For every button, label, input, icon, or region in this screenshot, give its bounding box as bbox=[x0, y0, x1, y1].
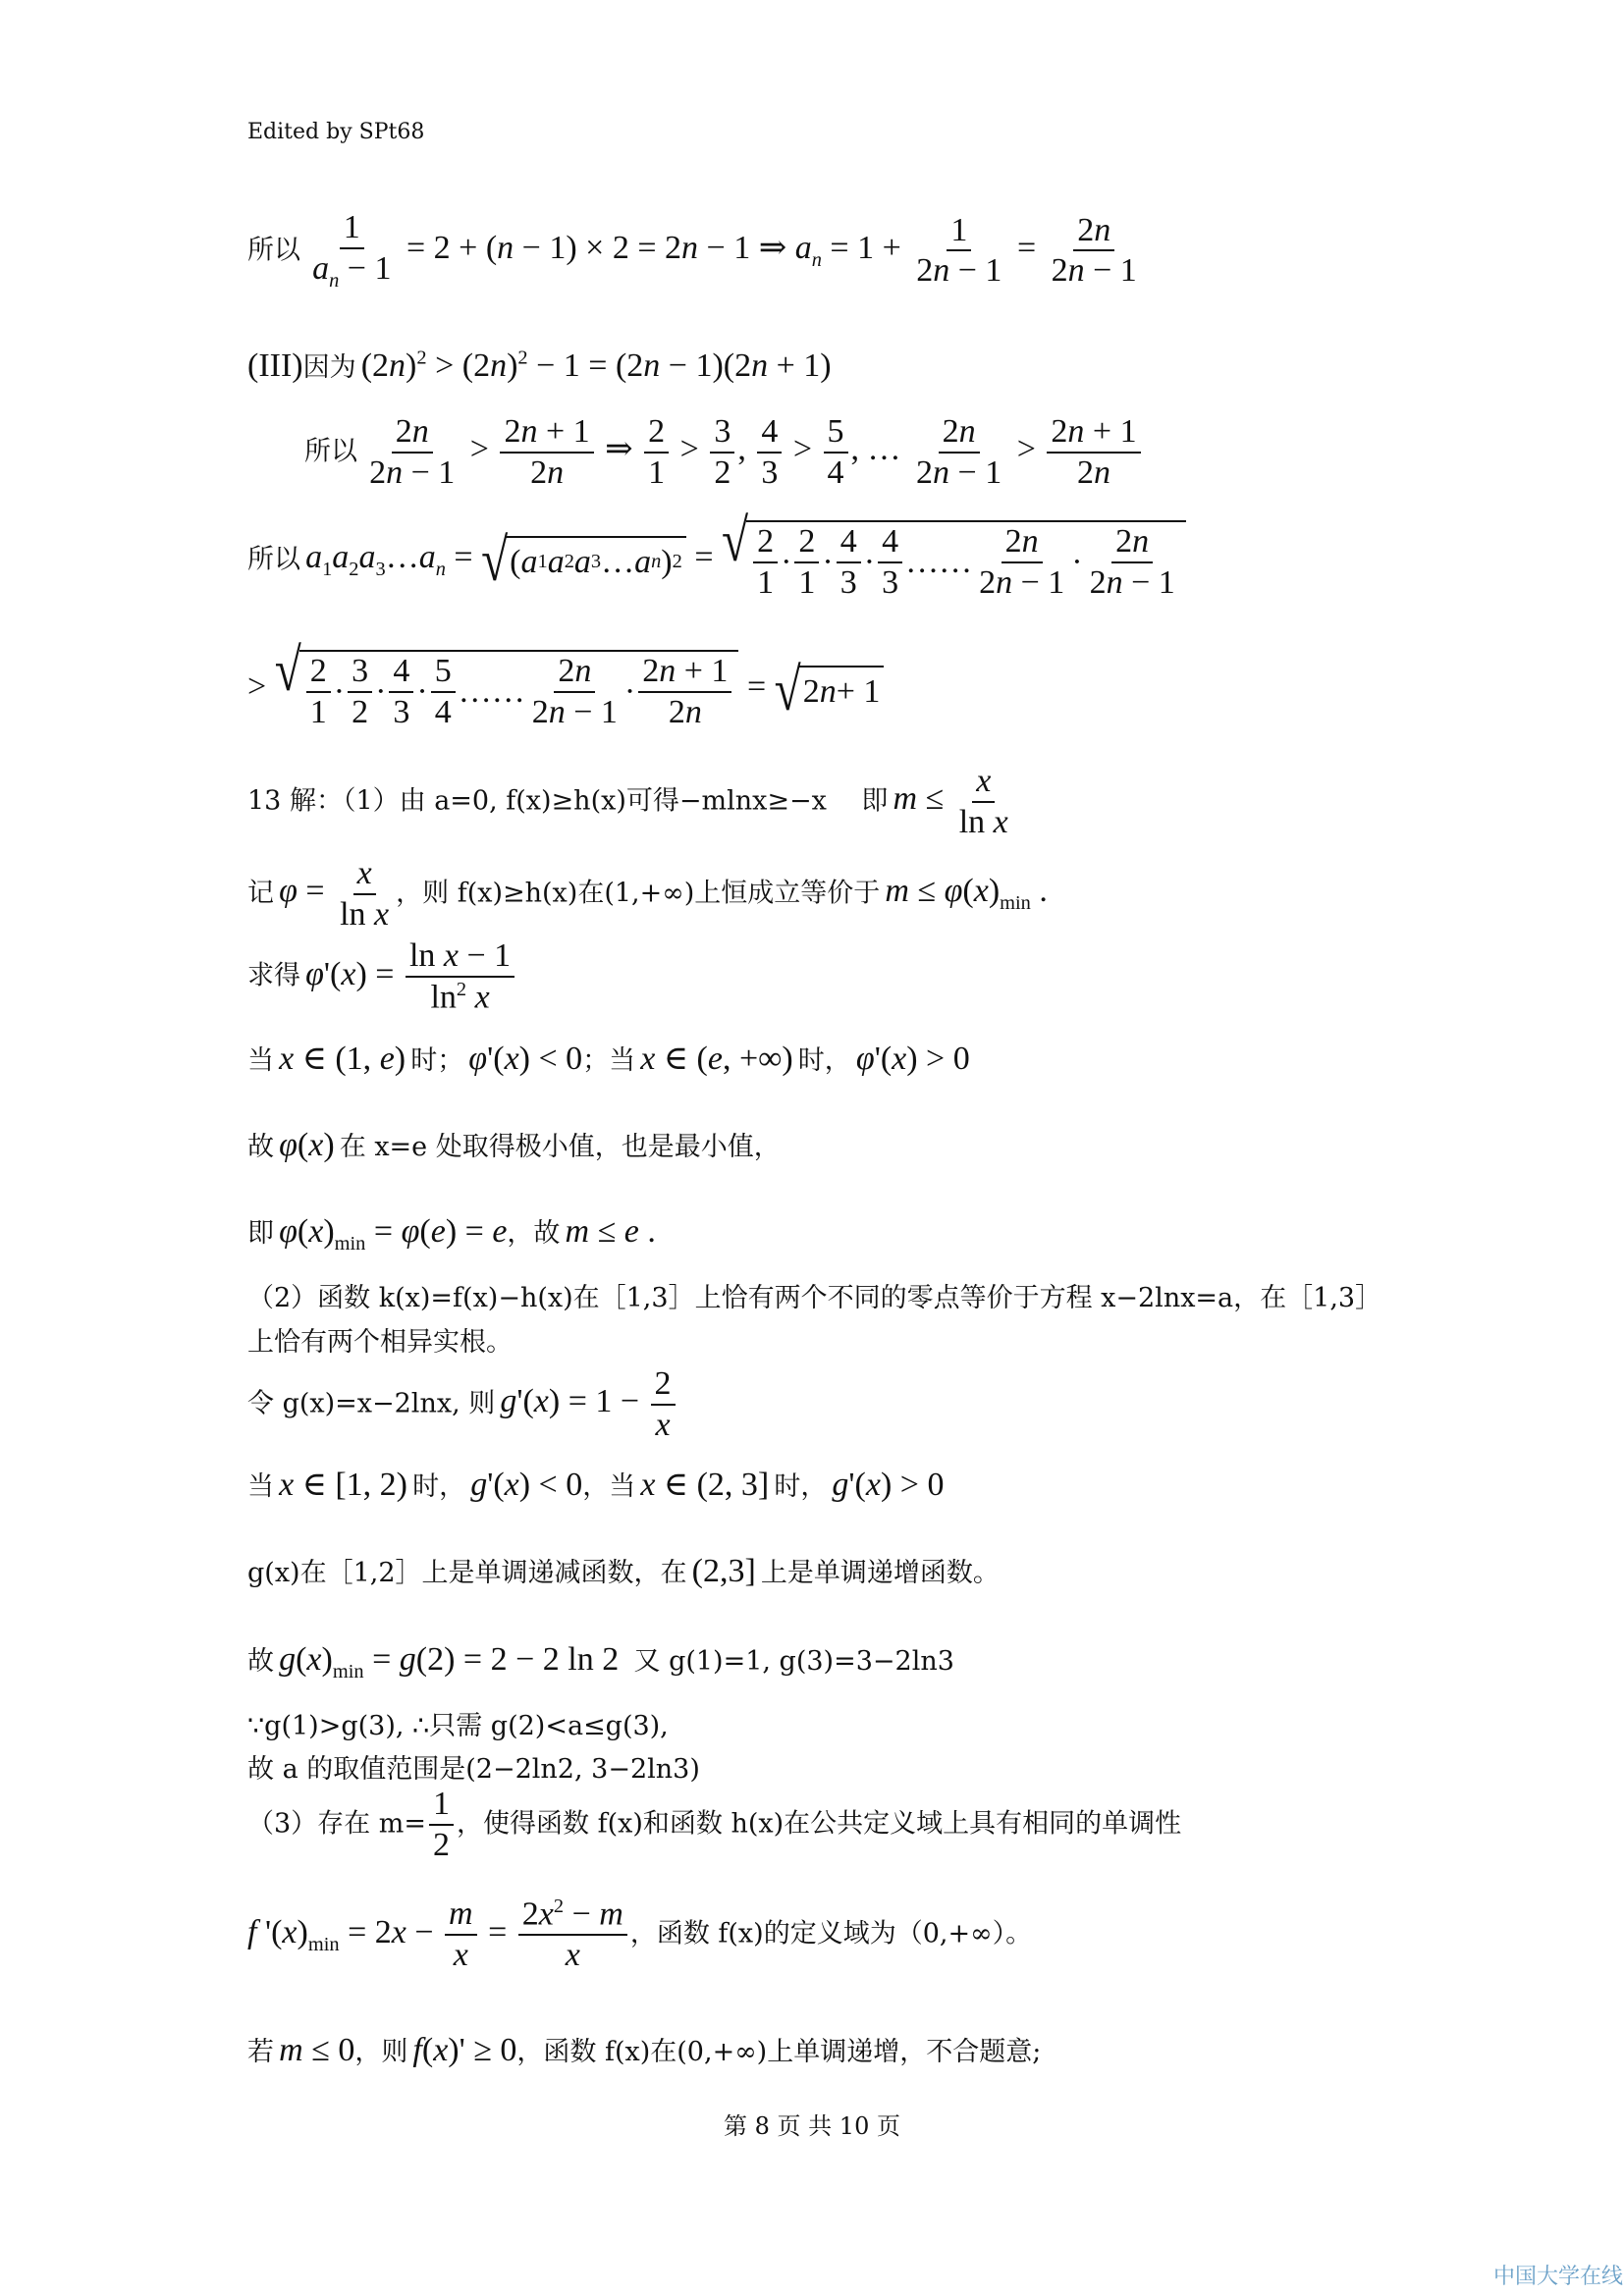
equation-line-17: 故 $g(x)_{min} = g(2) = 2 - 2$ ln 2 又 g(1)=1, g(3)=3−2ln3 bbox=[247, 1641, 954, 1682]
solution-13-part-3: （3）存在 m= $\frac{1}{2}$ ，使得函数 f(x)和函数 h(x)在公共定义域上具有相同的单调性 bbox=[247, 1786, 1182, 1863]
page-footer: 第 8 页 共 10 页 bbox=[724, 2112, 900, 2140]
part-iii-label: (III) bbox=[247, 347, 303, 384]
equation-line-1: 所以 $\frac{1}{a_n - 1}$ = 2 + (n − 1) × 2 = 2n − 1 ⇒ $a_n = 1$ + $\frac{1}{2n - 1}$ = $\frac{2n}{2n - 1}$ bbox=[247, 209, 1137, 292]
text-ling: 令 g(x)=x−2lnx, 则 bbox=[247, 1388, 496, 1419]
text-gu-2: 故 bbox=[247, 1646, 274, 1677]
equation-line-9: 当 x ∈ (1, e) 时； φ'(x) < 0；当 x ∈ (e, +∞) 时， φ'(x) > 0 bbox=[247, 1041, 970, 1077]
watermark: 中国大学在线 bbox=[1493, 2265, 1624, 2289]
equation-line-21: f '$(x)_{min} = 2x$ − $\frac{m}{x}$ = $\frac{2x^2 - m}{x}$ ，函数 f(x)的定义域为（0,+∞）。 bbox=[247, 1896, 1033, 1974]
text-ji2: 即 bbox=[247, 1218, 274, 1249]
text-ji: 记 bbox=[247, 878, 274, 909]
text-qiude: 求得 bbox=[247, 960, 300, 991]
text-l15-mid: ，当 bbox=[582, 1471, 636, 1502]
equation-line-18: ∵g(1)>g(3), ∴只需 g(2)<a≤g(3), bbox=[247, 1711, 669, 1741]
text-l22-mid: ，则 bbox=[354, 2037, 408, 2067]
equation-line-11: 即 $\varphi(x)_{min} = \varphi(e) = e$，故 m ≤ e . bbox=[247, 1213, 656, 1255]
text-l16a: g(x)在［1,2］上是单调递减函数，在 bbox=[247, 1558, 687, 1588]
text-l20b: ，使得函数 f(x)和函数 h(x)在公共定义域上具有相同的单调性 bbox=[457, 1808, 1182, 1840]
text-l20a: （3）存在 m= bbox=[247, 1808, 426, 1840]
equation-line-5: > √ $\frac{2}{1}$ · $\frac{3}{2}$ · $\frac{4}{3}$ · $\frac{5}{4}$ …… $\frac{2n}{2n - 1}$ · $\frac{2n + 1}{2n}$ = √ 2 n + 1 bbox=[247, 650, 884, 729]
page-header: Edited by SPt68 bbox=[247, 120, 425, 144]
equation-line-15: 当 x ∈ [1, 2) 时， g'(x) < 0，当 x ∈ (2, 3] 时， g'(x) > 0 bbox=[247, 1467, 945, 1503]
solution-13-part-2-cont: 上恰有两个相异实根。 bbox=[247, 1327, 513, 1358]
text-semi-dang: ；当 bbox=[582, 1045, 636, 1076]
solution-13-part-1: 13 解：（1）由 a=0, f(x)≥h(x)可得−mlnx≥−x 即 m ≤ $\frac{x}{\text{ln x}}$ bbox=[247, 763, 1008, 840]
text-shi-comma-3: 时， bbox=[774, 1471, 828, 1502]
text-dang: 当 bbox=[247, 1045, 274, 1076]
equation-line-22: 若 m ≤ 0，则 f(x)' ≥ 0，函数 f(x)在(0,+∞)上单调递增，不合题意; bbox=[247, 2032, 1042, 2068]
equation-line-2: (III)因为 $(2n)^2 > (2n)^2 - 1 = (2n - 1)(2n + 1)$ bbox=[247, 347, 832, 384]
text-l7-mid: ，则 f(x)≥h(x)在(1,+∞)上恒成立等价于 bbox=[396, 878, 881, 909]
text-shi-comma: 时， bbox=[797, 1045, 851, 1076]
equation-line-10: 故 φ(x) 在 x=e 处取得极小值，也是最小值， bbox=[247, 1127, 781, 1163]
text-shi-semi: 时； bbox=[410, 1045, 464, 1076]
text-shi-comma-2: 时， bbox=[412, 1471, 466, 1502]
equation-line-19: 故 a 的取值范围是(2−2ln2, 3−2ln3) bbox=[247, 1754, 700, 1785]
equation-line-3: 所以 $\frac{2n}{2n - 1}$ > $\frac{2n + 1}{2n}$ ⇒ $\frac{2}{1}$ > $\frac{3}{2}$ , $\frac{4}{3}$ > $\frac{5}{4}$ , … $\frac{2n}{2n - 1}$ > $\frac{2n + 1}{2n}$ bbox=[304, 414, 1144, 490]
text-suoyi-3: 所以 bbox=[247, 544, 300, 575]
text-l11-mid: ，故 bbox=[507, 1218, 561, 1249]
equation-line-7: 记 φ = $\frac{x}{\text{ln x}}$ ，则 f(x)≥h(x)在(1,+∞)上恒成立等价于 $m \le \varphi(x)_{min}$ . bbox=[247, 855, 1048, 933]
text-suoyi: 所以 bbox=[247, 235, 300, 266]
text-dang-2: 当 bbox=[247, 1471, 274, 1502]
text-ruo: 若 bbox=[247, 2037, 274, 2067]
text-l17-mid: 又 g(1)=1, g(3)=3−2ln3 bbox=[633, 1646, 954, 1677]
text-l21-rest: ，函数 f(x)的定义域为（0,+∞）。 bbox=[629, 1918, 1033, 1949]
equation-line-14: 令 g(x)=x−2lnx, 则 g'(x) = 1 − $\frac{2}{x}$ bbox=[247, 1366, 678, 1442]
text-suoyi-2: 所以 bbox=[304, 436, 357, 467]
text-l16b: 上是单调递增函数。 bbox=[760, 1558, 1000, 1588]
text-l22-rest: ，函数 f(x)在(0,+∞)上单调递增，不合题意; bbox=[516, 2037, 1042, 2067]
equation-line-8: 求得 φ'(x) = $\frac{\text{ln x − 1}}{\ln^2 x}$ bbox=[247, 938, 517, 1015]
equation-line-16: g(x)在［1,2］上是单调递减函数，在 (2,3] 上是单调递增函数。 bbox=[247, 1553, 1000, 1589]
equation-line-4: 所以 $a_1a_2a_3\dots a_n$ = √ ( a 1 a 2 a 3 … a n ) 2 = √ $\frac{2}{1}$ · $\frac{2}{1}$ · $\frac{4}{3}$ · $\frac{4}{3}$ …… $\frac{2n}{2n - 1}$ · $\frac{2n}{2n - 1}$ bbox=[247, 520, 1186, 600]
text-yinwei: 因为 bbox=[302, 352, 356, 383]
text-p13: 13 解：（1）由 a=0, f(x)≥h(x)可得−mlnx≥−x 即 bbox=[247, 785, 889, 817]
text-l10-rest: 在 x=e 处取得极小值，也是最小值， bbox=[339, 1132, 781, 1162]
text-gu: 故 bbox=[247, 1132, 274, 1162]
solution-13-part-2: （2）函数 k(x)=f(x)−h(x)在［1,3］上恰有两个不同的零点等价于方程 x−2lnx=a，在［1,3］ bbox=[247, 1283, 1382, 1313]
